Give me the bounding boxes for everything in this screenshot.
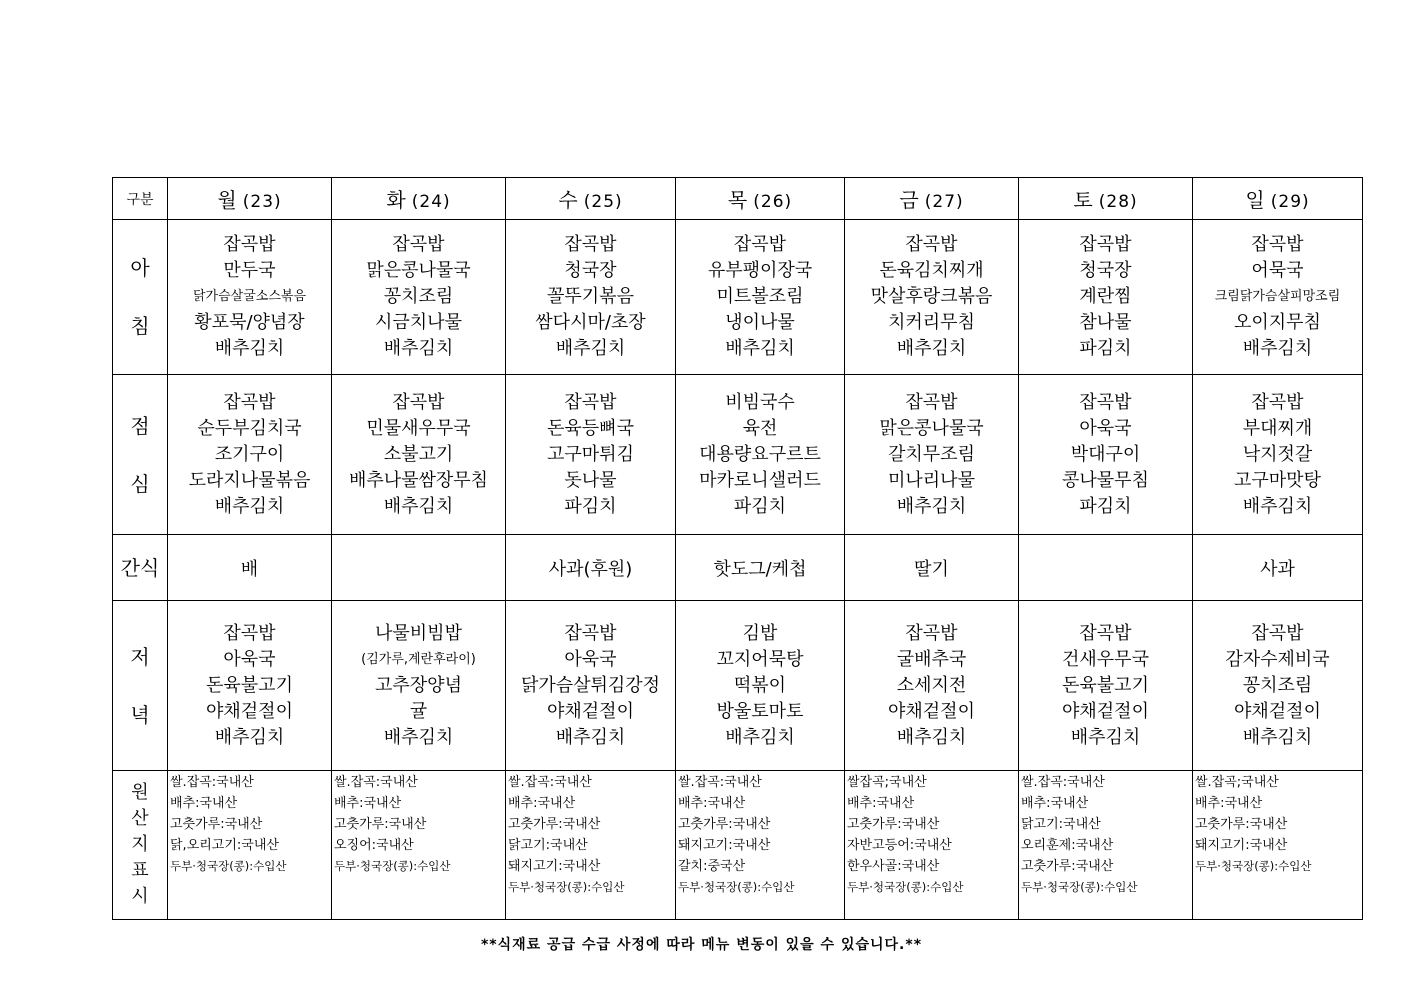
snack-label: 간식 [113,535,168,601]
lunch-cell: 잡곡밥 맑은콩나물국 갈치무조림 미나리나물 배추김치 [845,375,1019,535]
dinner-label: 저 녁 [113,601,168,771]
snack-row [113,535,1363,601]
header-day: 금 (27) [845,178,1019,220]
lunch-cell: 잡곡밥 아욱국 박대구이 콩나물무침 파김치 [1019,375,1193,535]
lunch-cell: 비빔국수 육전 대용량요구르트 마카로니샐러드 파김치 [676,375,845,535]
snack-cell: 사과(후원) [506,535,676,601]
menu-change-footnote: **식재료 공급 수급 사정에 따라 메뉴 변동이 있을 수 있습니다.** [480,937,923,953]
origin-cell: 쌀.잡곡;국내산 배추:국내산 고춧가루:국내산 돼지고기:국내산 두부·청국장(콩):수입산 [1193,771,1363,920]
weekly-menu-table [112,177,1363,920]
dinner-cell: 잡곡밥 아욱국 닭가슴살튀김강정 야채겉절이 배추김치 [506,601,676,771]
breakfast-cell: 잡곡밥 청국장 꼴뚜기볶음 쌈다시마/초장 배추김치 [506,220,676,375]
header-day: 토 (28) [1019,178,1193,220]
lunch-cell: 잡곡밥 순두부김치국 조기구이 도라지나물볶음 배추김치 [168,375,332,535]
breakfast-cell: 잡곡밥 청국장 계란찜 참나물 파김치 [1019,220,1193,375]
snack-cell: 딸기 [845,535,1019,601]
header-day: 월 (23) [168,178,332,220]
dinner-cell: 김밥 꼬지어묵탕 떡볶이 방울토마토 배추김치 [676,601,845,771]
snack-cell [332,535,506,601]
lunch-label: 점 심 [113,375,168,535]
lunch-row [113,375,1363,535]
dinner-cell: 잡곡밥 감자수제비국 꽁치조림 야채겉절이 배추김치 [1193,601,1363,771]
origin-cell: 쌀.잡곡:국내산 배추:국내산 고춧가루:국내산 돼지고기:국내산 갈치:중국산 두부·청국장(콩):수입산 [676,771,845,920]
snack-cell: 핫도그/케첩 [676,535,845,601]
breakfast-cell: 잡곡밥 돈육김치찌개 맛살후랑크볶음 치커리무침 배추김치 [845,220,1019,375]
breakfast-cell: 잡곡밥 만두국 닭가슴살굴소스볶음 황포묵/양념장 배추김치 [168,220,332,375]
lunch-cell: 잡곡밥 부대찌개 낙지젓갈 고구마맛탕 배추김치 [1193,375,1363,535]
breakfast-cell: 잡곡밥 맑은콩나물국 꽁치조림 시금치나물 배추김치 [332,220,506,375]
snack-cell: 배 [168,535,332,601]
origin-cell: 쌀.잡곡:국내산 배추:국내산 고춧가루:국내산 오징어:국내산 두부·청국장(콩):수입산 [332,771,506,920]
dinner-cell: 잡곡밥 아욱국 돈육불고기 야채겉절이 배추김치 [168,601,332,771]
header-day: 일 (29) [1193,178,1363,220]
origin-cell: 쌀.잡곡:국내산 배추:국내산 고춧가루:국내산 닭,오리고기:국내산 두부·청국장(콩):수입산 [168,771,332,920]
breakfast-row [113,220,1363,375]
dinner-cell: 나물비빔밥 (김가루,계란후라이) 고추장양념 귤 배추김치 [332,601,506,771]
dinner-cell: 잡곡밥 굴배추국 소세지전 야채겉절이 배추김치 [845,601,1019,771]
origin-row [113,771,1363,920]
lunch-cell: 잡곡밥 돈육등뼈국 고구마튀김 돗나물 파김치 [506,375,676,535]
breakfast-label: 아 침 [113,220,168,375]
header-day: 수 (25) [506,178,676,220]
origin-cell: 쌀잡곡;국내산 배추:국내산 고춧가루:국내산 자반고등어:국내산 한우사골:국내산 두부·청국장(콩):수입산 [845,771,1019,920]
dinner-cell: 잡곡밥 건새우무국 돈육불고기 야채겉절이 배추김치 [1019,601,1193,771]
header-day: 목 (26) [676,178,845,220]
snack-cell: 사과 [1193,535,1363,601]
origin-cell: 쌀.잡곡:국내산 배추:국내산 닭고기:국내산 오리훈제:국내산 고춧가루:국내산 두부·청국장(콩):수입산 [1019,771,1193,920]
header-day: 화 (24) [332,178,506,220]
dinner-row [113,601,1363,771]
origin-label: 원 산 지 표 시 [113,771,168,920]
origin-cell: 쌀.잡곡:국내산 배추:국내산 고춧가루:국내산 닭고기:국내산 돼지고기:국내산 두부·청국장(콩):수입산 [506,771,676,920]
snack-cell [1019,535,1193,601]
lunch-cell: 잡곡밥 민물새우무국 소불고기 배추나물쌈장무침 배추김치 [332,375,506,535]
header-row [113,178,1363,220]
breakfast-cell: 잡곡밥 어묵국 크림닭가슴살피망조림 오이지무침 배추김치 [1193,220,1363,375]
header-label: 구분 [113,178,168,220]
breakfast-cell: 잡곡밥 유부팽이장국 미트볼조림 냉이나물 배추김치 [676,220,845,375]
